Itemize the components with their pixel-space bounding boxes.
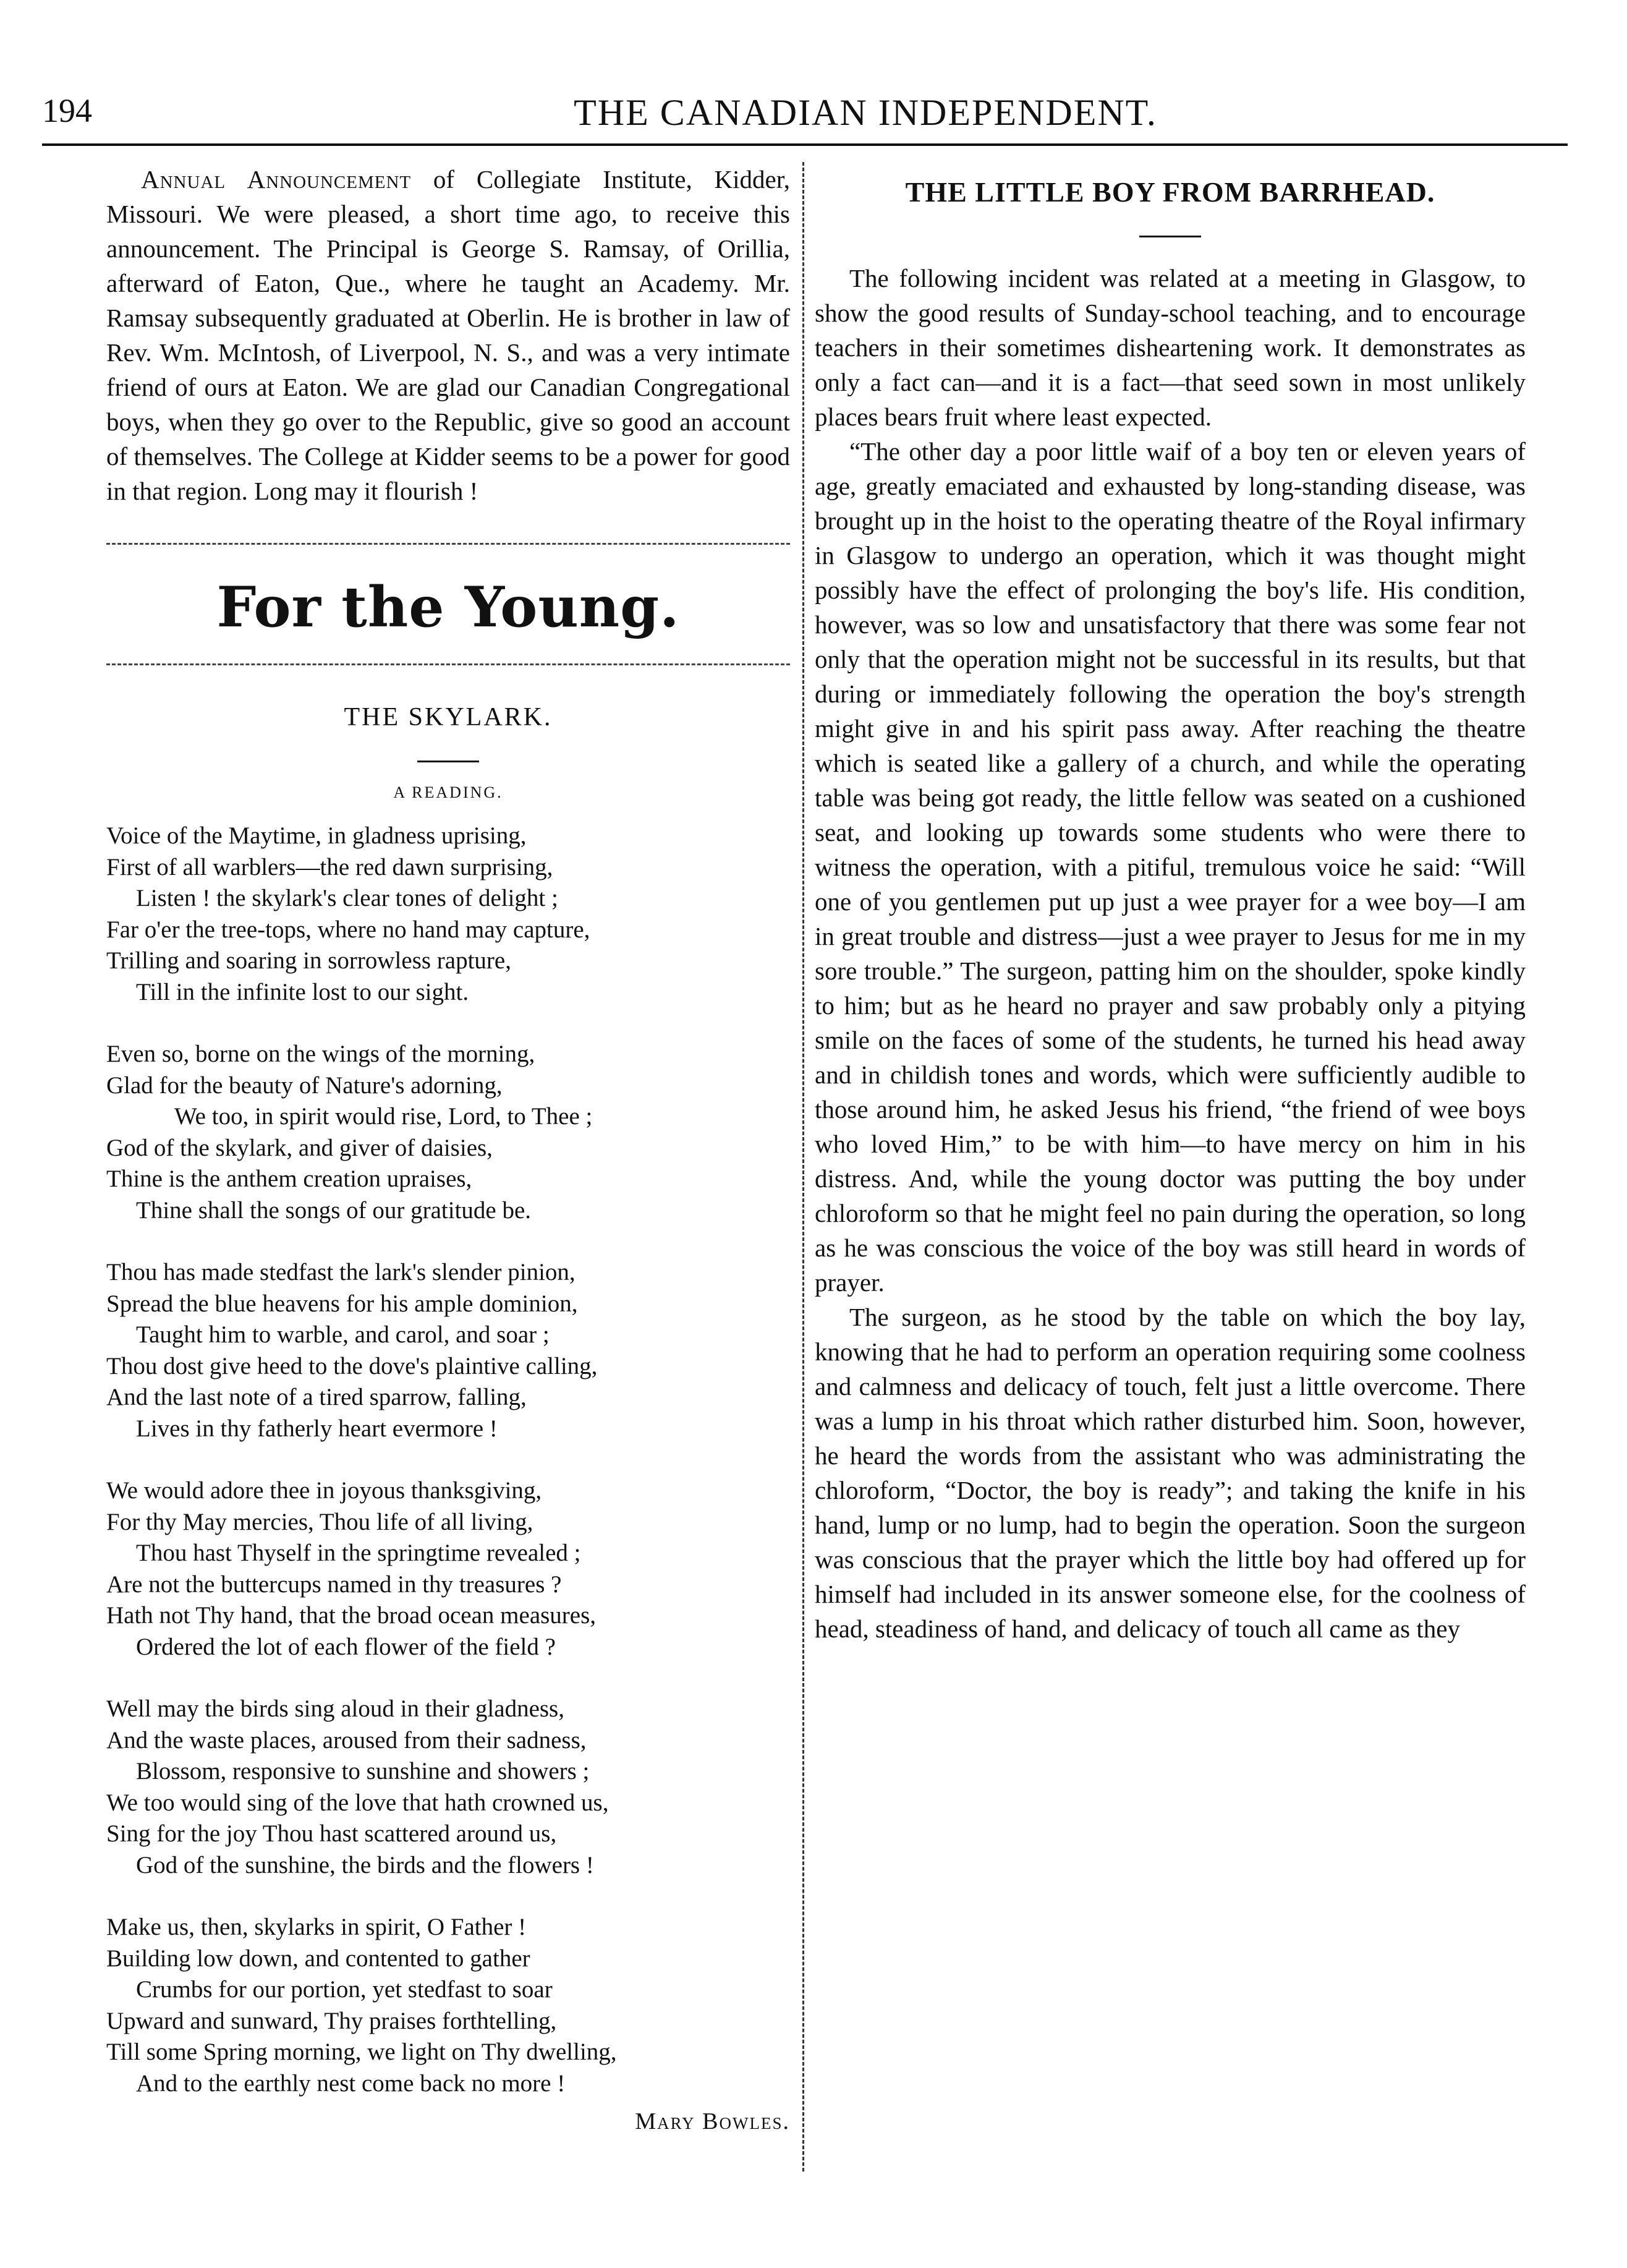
poem-line: Make us, then, skylarks in spirit, O Father ! (106, 1914, 527, 1940)
poem-stanza (106, 1257, 790, 1444)
poem-line: For thy May mercies, Thou life of all living, (106, 1508, 533, 1535)
poem-line: And the waste places, aroused from their sadness, (106, 1726, 587, 1754)
poem-line: Trilling and soaring in sorrowless rapture, (106, 947, 511, 974)
poem-line: Thou dost give heed to the dove's plaintive calling, (106, 1352, 598, 1379)
poem-body (106, 821, 790, 2099)
poem-line: God of the sunshine, the birds and the flowers ! (136, 1851, 594, 1878)
poem-line: And the last note of a tired sparrow, falling, (106, 1384, 527, 1410)
announcement-paragraph (106, 162, 790, 508)
poem-line: Till in the infinite lost to our sight. (136, 978, 469, 1005)
poem-line: Building low down, and contented to gather (106, 1945, 530, 1972)
poem-line: We too would sing of the love that hath crowned us, (106, 1789, 609, 1816)
poem-line: Well may the birds sing aloud in their gladness, (106, 1695, 564, 1722)
running-title: THE CANADIAN INDEPENDENT. (574, 92, 1157, 133)
poem-line: Till some Spring morning, we light on Thy dwelling, (106, 2039, 617, 2065)
right-column (815, 162, 1526, 1646)
poem-line: Far o'er the tree-tops, where no hand may capture, (106, 916, 590, 943)
poem-line: Lives in thy fatherly heart evermore ! (136, 1415, 498, 1442)
poem-line: We would adore thee in joyous thanksgiving, (106, 1477, 542, 1504)
article-title: THE LITTLE BOY FROM BARRHEAD. (905, 176, 1435, 208)
poem-line: Thine shall the songs of our gratitude be. (136, 1196, 532, 1224)
page-number: 194 (42, 92, 92, 129)
poem-line: Upward and sunward, Thy praises forthtelling, (106, 2007, 557, 2034)
poem-line: Ordered the lot of each flower of the field ? (136, 1633, 556, 1660)
announcement-lead: Annual Announcement (141, 165, 412, 194)
poem-line: Thou hast Thyself in the springtime revealed ; (136, 1540, 581, 1566)
poem-line: Voice of the Maytime, in gladness uprising, (106, 822, 527, 849)
poem-line: Even so, borne on the wings of the morning, (106, 1041, 535, 1067)
left-column (106, 162, 790, 2135)
poem-line: Crumbs for our portion, yet stedfast to soar (136, 1976, 553, 2003)
header-rule (42, 143, 1568, 146)
poem-title: THE SKYLARK. (344, 703, 553, 731)
poem-line: Are not the buttercups named in thy treasures ? (106, 1571, 562, 1598)
poem-line: We too, in spirit would rise, Lord, to Thee ; (174, 1103, 593, 1130)
poem-author: Mary Bowles. (635, 2108, 790, 2134)
poem-line: Thine is the anthem creation upraises, (106, 1166, 472, 1192)
column-divider (802, 162, 804, 2172)
article-paragraph: The following incident was related at a meeting in Glasgow, to show the good results of Sunday-school teaching, and to encourage teachers in their sometimes disheartening work. It demonstrates as only a fact can—and it is a fact—that seed sown in most unlikely places bears fruit where least expected. (815, 264, 1526, 431)
poem-line: Glad for the beauty of Nature's adorning, (106, 1072, 503, 1099)
department-title: For the Young. (216, 574, 680, 640)
poem-stanza (106, 1912, 790, 2099)
poem-stanza (106, 1475, 790, 1663)
poem-line: First of all warblers—the red dawn surprising, (106, 853, 553, 880)
poem-stanza (106, 1694, 790, 1881)
poem-line: God of the skylark, and giver of daisies, (106, 1134, 493, 1161)
poem-subtitle: A READING. (393, 783, 503, 801)
poem-line: Taught him to warble, and carol, and soar ; (136, 1321, 550, 1348)
poem-line: Thou has made stedfast the lark's slender pinion, (106, 1259, 576, 1285)
poem-stanza (106, 821, 790, 1008)
poem-line: Hath not Thy hand, that the broad ocean measures, (106, 1602, 597, 1629)
poem-line: And to the earthly nest come back no more ! (136, 2070, 566, 2097)
poem-line: Sing for the joy Thou hast scattered around us, (106, 1820, 557, 1847)
article-body (815, 261, 1526, 1646)
article-paragraph: “The other day a poor little waif of a boy ten or eleven years of age, greatly emaciated and exhausted by long-standing disease, was brought up in the hoist to the operating theatre of the Royal infirmary in Glasgow to undergo an operation, which it was thought might possibly have the effect of prolonging the boy's life. His condition, however, was so low and unsatisfactory that there was some fear not only that the operation might not be successful in its results, but that during or immediately following the operation the boy's strength might give in and his spirit pass away. After reaching the theatre which is seated like a gallery of a church, and while the operating table was being got ready, the little fellow was seated on a cushioned seat, and looking up towards some students who were there to witness the operation, with a pitiful, tremulous voice he said: “Will one of you gentlemen put up just a wee prayer for a wee boy—I am in great trouble and distress—just a wee prayer to Jesus for me in my sore trouble.” The surgeon, patting him on the shoulder, spoke kindly to him; but as he heard no prayer and saw probably only a pitying smile on the faces of some of the students, he turned his head away and in childish tones and words, which were sufficiently audible to those around him, he asked Jesus his friend, “the friend of wee boys who loved Him,” to be with him—to have mercy on him in his distress. And, while the young doctor was putting the boy under chloroform so that he might feel no pain during the operation, so long as he was conscious the voice of the boy was still heard in words of prayer. (815, 437, 1526, 1297)
poem-stanza (106, 1039, 790, 1226)
poem-line: Listen ! the skylark's clear tones of delight ; (136, 885, 558, 911)
announcement-text: of Collegiate Institute, Kidder, Missouri. We were pleased, a short time ago, to receive this announcement. The Principal is George S. Ramsay, of Orillia, afterward of Eaton, Que., where he taught an Academy. Mr. Ramsay subsequently graduated at Oberlin. He is brother in law of Rev. Wm. McIntosh, of Liverpool, N. S., and was a very intimate friend of ours at Eaton. We are glad our Canadian Congregational boys, when they go over to the Republic, give so good an account of themselves. The College at Kidder seems to be a power for good in that region. Long may it flourish ! (106, 165, 790, 505)
article-paragraph: The surgeon, as he stood by the table on which the boy lay, knowing that he had to perform an operation requiring some coolness and calmness and delicacy of touch, felt just a little overcome. There was a lump in his throat which rather disturbed him. Soon, however, he heard the words from the assistant who was administrating the chloroform, “Doctor, the boy is ready”; and taking the knife in his hand, lump or no lump, had to begin the operation. Soon the surgeon was conscious that the prayer which the little boy had offered up for himself had included in its answer someone else, for the coolness of head, steadiness of hand, and delicacy of touch all came as they (815, 1303, 1526, 1643)
poem-line: Blossom, responsive to sunshine and showers ; (136, 1758, 590, 1784)
poem-line: Spread the blue heavens for his ample dominion, (106, 1290, 578, 1317)
